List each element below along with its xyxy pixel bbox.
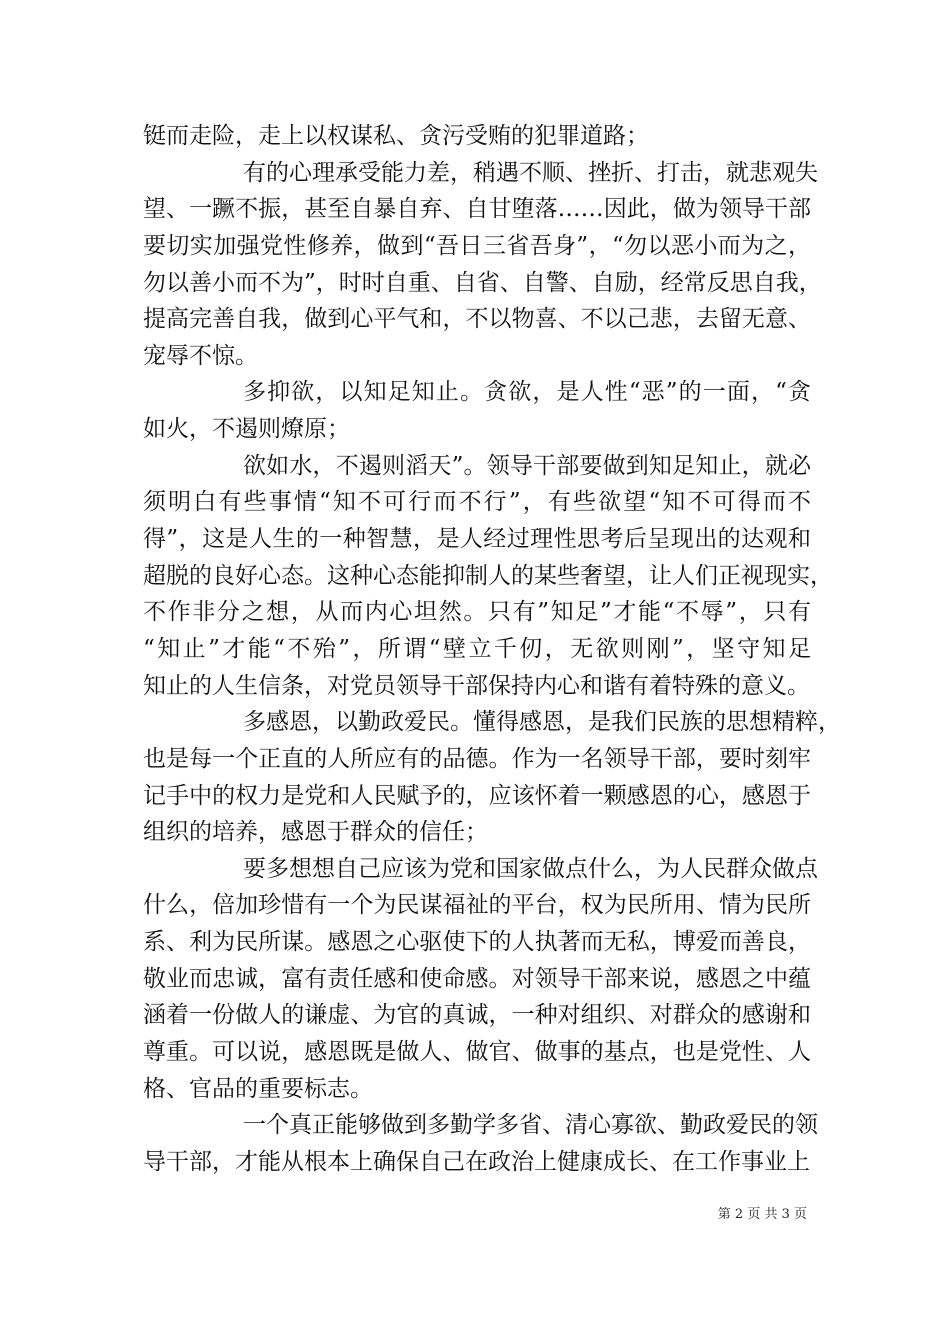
text-line: 组织的培养，感恩于群众的信任； [143, 819, 488, 846]
text-line: 宠辱不惊。 [143, 342, 258, 369]
text-line: 望、一蹶不振，甚至自暴自弃、自甘堕落……因此，做为领导干部 [143, 196, 811, 223]
text-line: 记手中的权力是党和人民赋予的，应该怀着一颗感恩的心，感恩于 [143, 782, 811, 809]
text-line: 不作非分之想，从而内心坦然。只有”知足”才能“不辱”，只有 [143, 599, 811, 626]
paragraph-start-line: 有的心理承受能力差，稍遇不顺、挫折、打击，就悲观失 [243, 159, 818, 186]
paragraph-start-line: 多感恩，以勤政爱民。懂得感恩，是我们民族的思想精粹， [243, 709, 841, 736]
text-line: 尊重。可以说，感恩既是做人、做官、做事的基点，也是党性、人 [143, 1039, 811, 1066]
text-line: 如火，不遏则燎原； [143, 416, 350, 443]
text-line: 勿以善小而不为”，时时自重、自省、自警、自励，经常反思自我， [143, 269, 822, 296]
text-line: 涵着一份做人的谦虚、为官的真诚，一种对组织、对群众的感谢和 [143, 1002, 811, 1029]
text-line: 提高完善自我，做到心平气和，不以物喜、不以己悲，去留无意、 [143, 306, 811, 333]
page-number-footer: 第 2 页 共 3 页 [717, 1207, 807, 1222]
paragraph-start-line: 要多想想自己应该为党和国家做点什么，为人民群众做点 [243, 855, 818, 882]
text-line: 知止的人生信条，对党员领导干部保持内心和谐有着特殊的意义。 [143, 672, 810, 699]
text-line: 敬业而忠诚，富有责任感和使命感。对领导干部来说，感恩之中蕴 [143, 965, 811, 992]
text-line: 导干部，才能从根本上确保自己在政治上健康成长、在工作事业上 [143, 1148, 810, 1175]
text-line: 超脱的良好心态。这种心态能抑制人的某些奢望，让人们正视现实， [143, 562, 833, 589]
text-line: “知止”才能“不殆”，所谓“壁立千仞，无欲则刚”，坚守知足 [143, 635, 811, 662]
text-line: 铤而走险，走上以权谋私、贪污受贿的犯罪道路； [143, 123, 649, 149]
text-line: 系、利为民所谋。感恩之心驱使下的人执著而无私，博爱而善良， [143, 929, 811, 956]
text-line: 须明白有些事情“知不可行而不行”，有些欲望“知不可得而不 [143, 489, 811, 516]
text-line: 也是每一个正直的人所应有的品德。作为一名领导干部，要时刻牢 [143, 745, 811, 772]
paragraph-start-line: 一个真正能够做到多勤学多省、清心寡欲、勤政爱民的领 [243, 1112, 818, 1139]
text-line: 得”，这是人生的一种智慧，是人经过理性思考后呈现出的达观和 [143, 526, 811, 553]
paragraph-start-line: 多抑欲，以知足知止。贪欲，是人性“恶”的一面，“贪 [243, 379, 811, 406]
paragraph-start-line: 欲如水，不遏则滔天”。领导干部要做到知足知止，就必 [243, 452, 811, 479]
text-line: 什么，倍加珍惜有一个为民谋福祉的平台，权为民所用、情为民所 [143, 892, 811, 919]
text-line: 格、官品的重要标志。 [143, 1075, 373, 1102]
body-text [143, 118, 841, 1181]
text-line: 要切实加强党性修养，做到“吾日三省吾身”，“勿以恶小而为之， [143, 232, 811, 259]
